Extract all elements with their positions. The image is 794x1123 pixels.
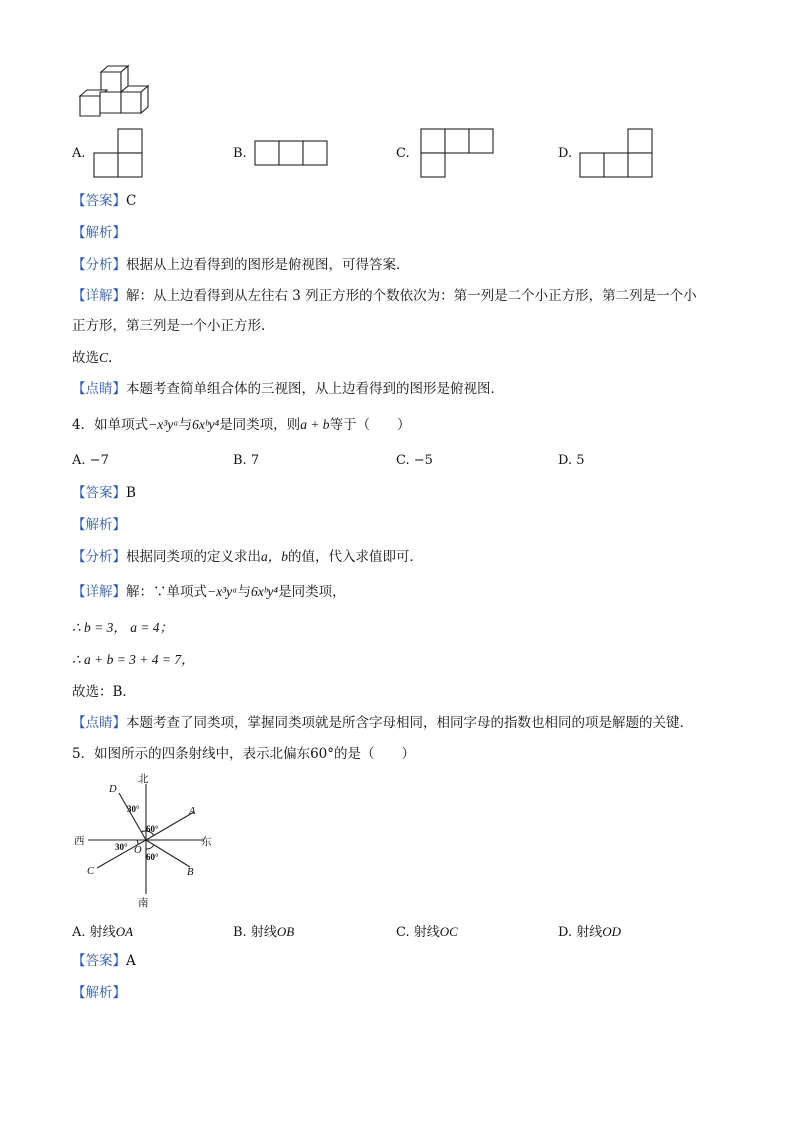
q3-dianjing-line [72, 380, 504, 398]
north-label: 北 [138, 774, 149, 785]
cube-stack-figure [70, 62, 152, 120]
q3-xiangjie-line-2: 正方形，第三列是一个小正方形. [72, 318, 266, 334]
dianjing-text: 本题考查简单组合体的三视图，从上边看得到的图形是俯视图． [126, 381, 504, 397]
q4-monomial-2: 6xᵇy⁴ [192, 417, 220, 432]
q4-xiangjie-line [72, 583, 346, 601]
q5-option-c: C. 射线OC [396, 924, 458, 940]
q4-expression: a + b [300, 417, 330, 432]
south-label: 南 [138, 898, 149, 909]
dianjing-tag: 【点睛】 [72, 715, 126, 731]
fenxi-suffix: 的值，代入求值即可． [288, 549, 423, 565]
angle-c-label: 30° [115, 842, 128, 852]
xiangjie-monomial-2: 6xᵇy⁴ [251, 584, 279, 599]
q3-guxuan-line [72, 349, 112, 367]
jiexi-tag: 【解析】 [72, 985, 126, 1001]
q4-option-d: D. 5 [558, 453, 585, 468]
q5-stem-suffix: 的是（ ） [334, 746, 416, 762]
xiangjie-mid: 与 [237, 584, 252, 600]
fenxi-vars: a，b [261, 549, 288, 564]
q5-jiexi-line [72, 984, 126, 1002]
option-d-figure [578, 127, 656, 179]
answer-value: C [126, 193, 137, 209]
q4-stem [72, 416, 411, 434]
q4-monomial-1: −x³yᵃ [148, 417, 179, 432]
fenxi-text: 根据从上边看得到的图形是俯视图，可得答案． [126, 257, 410, 273]
ray-od [119, 793, 146, 840]
q4-stem-prefix: 4．如单项式 [72, 417, 149, 433]
q3-jiexi-line [72, 224, 126, 242]
q5-answer-line [72, 952, 136, 970]
angle-d-label: 30° [127, 804, 140, 814]
q5-stem [72, 745, 415, 763]
fenxi-tag: 【分析】 [72, 549, 126, 565]
q4-option-a: A. −7 [72, 453, 109, 468]
xiangjie-prefix: 解：∵单项式 [126, 584, 207, 600]
ray-a-label: A [189, 806, 196, 817]
ray-d-label: D [109, 784, 117, 795]
option-a-figure [92, 127, 144, 179]
guxuan-prefix: 故选 [72, 350, 99, 366]
fenxi-tag: 【分析】 [72, 257, 126, 273]
q4-stem-suffix: 是同类项，则 [219, 417, 301, 433]
xiangjie-monomial-1: −x³yᵃ [207, 584, 238, 599]
q4-stem-mid: 与 [178, 417, 193, 433]
q4-dianjing-line [72, 714, 693, 732]
west-label: 西 [74, 836, 85, 847]
answer-tag: 【答案】 [72, 953, 126, 969]
origin-label: O [134, 845, 142, 856]
compass-rays-figure [70, 770, 220, 910]
answer-tag: 【答案】 [72, 485, 126, 501]
option-d-label: D. [558, 146, 573, 161]
jiexi-tag: 【解析】 [72, 517, 126, 533]
angle-b-label: 60° [146, 852, 159, 862]
dianjing-tag: 【点睛】 [72, 381, 126, 397]
guxuan-suffix: . [108, 350, 113, 366]
q5-option-a: A. 射线OA [72, 924, 134, 940]
q5-stem-prefix: 5．如图所示的四条射线中，表示北偏东 [72, 746, 311, 762]
guxuan-answer: C [99, 350, 109, 365]
jiexi-tag: 【解析】 [72, 225, 126, 241]
q5-angle: 60° [310, 746, 335, 762]
ray-c-label: C [87, 866, 95, 877]
q4-fenxi-line [72, 548, 423, 566]
option-c-label: C. [396, 146, 410, 161]
q4-answer-line [72, 484, 136, 502]
option-c-figure [419, 127, 497, 179]
q4-jiexi-line [72, 516, 126, 534]
q3-xiangjie-line-1 [72, 287, 697, 305]
option-b-label: B. [233, 146, 247, 161]
xiangjie-text-1: 解：从上边看得到从左往右 3 列正方形的个数依次为：第一列是二个小正方形，第二列是一个小 [126, 288, 697, 304]
angle-a-label: 60° [146, 824, 159, 834]
fenxi-prefix: 根据同类项的定义求出 [126, 549, 261, 565]
answer-tag: 【答案】 [72, 193, 126, 209]
option-b-figure [253, 139, 331, 167]
q4-option-b: B. 7 [233, 453, 260, 468]
east-label: 东 [201, 837, 212, 848]
q4-guxuan-line: 故选：B． [72, 684, 136, 700]
q3-fenxi-line [72, 256, 410, 274]
answer-value: A [126, 953, 136, 969]
q3-answer-line [72, 192, 136, 210]
xiangjie-suffix: 是同类项， [278, 584, 346, 600]
xiangjie-tag: 【详解】 [72, 584, 126, 600]
dianjing-text: 本题考查了同类项，掌握同类项就是所含字母相同，相同字母的指数也相同的项是解题的关键． [126, 715, 693, 731]
xiangjie-tag: 【详解】 [72, 288, 126, 304]
answer-value: B [126, 485, 136, 501]
q5-option-d: D. 射线OD [558, 924, 622, 940]
q5-option-b: B. 射线OB [233, 924, 295, 940]
q4-step-1: ∴ b = 3， a = 4； [72, 620, 174, 635]
q4-option-c: C. −5 [396, 453, 433, 468]
q4-step-2: ∴ a + b = 3 + 4 = 7， [72, 652, 195, 667]
q4-stem-end: 等于（ ） [329, 417, 411, 433]
ray-b-label: B [187, 867, 194, 878]
option-a-label: A. [72, 146, 86, 161]
